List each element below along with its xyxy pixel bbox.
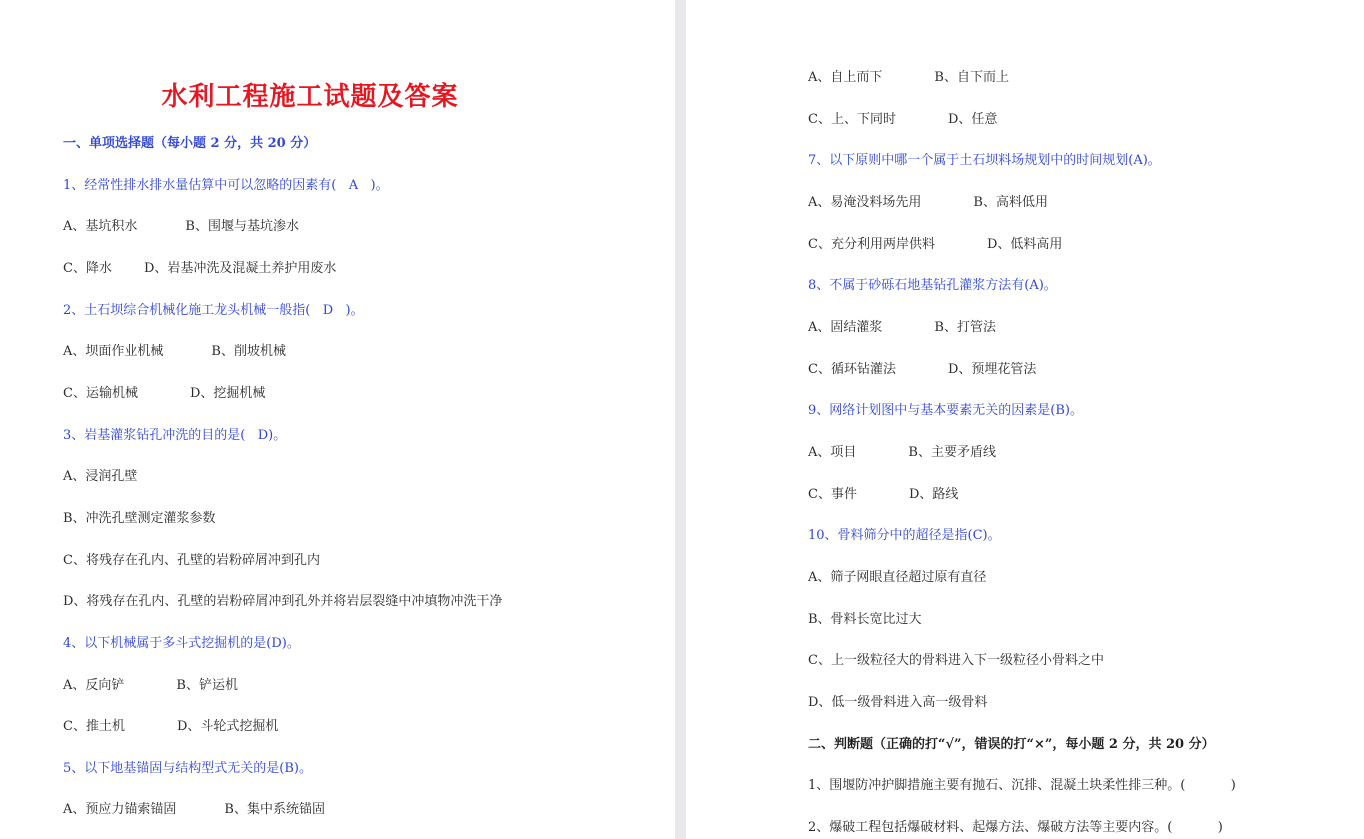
question-2: 2、土石坝综合机械化施工龙头机械一般指( D )。 [63, 303, 364, 318]
option-c: C、推土机 [63, 719, 125, 734]
option-a: A、坝面作业机械 [63, 344, 164, 359]
tf-question-1: 1、围堰防冲护脚措施主要有抛石、沉排、混凝土块柔性排三种。( ) [808, 778, 1236, 793]
question-4: 4、以下机械属于多斗式挖掘机的是(D)。 [63, 636, 300, 651]
option-d: D、岩基冲洗及混凝土养护用废水 [143, 261, 337, 276]
section-heading-single-choice: 一、单项选择题（每小题 2 分，共 20 分） [63, 136, 317, 151]
option-a: A、固结灌浆 [808, 320, 883, 335]
option-d: D、将残存在孔内、孔壁的岩粉碎屑冲到孔外并将岩层裂缝中冲填物冲洗干净 [63, 594, 503, 609]
option-c: C、将残存在孔内、孔壁的岩粉碎屑冲到孔内 [63, 553, 320, 568]
tf-question-2: 2、爆破工程包括爆破材料、起爆方法、爆破方法等主要内容。( ) [808, 820, 1223, 835]
option-a: A、预应力锚索锚固 [63, 802, 177, 817]
option-row [808, 361, 1036, 379]
option-c: C、降水 [63, 261, 112, 276]
page-divider [675, 0, 686, 839]
option-b: B、主要矛盾线 [908, 445, 996, 460]
option-a: A、自上而下 [808, 70, 883, 85]
option-b: B、冲洗孔壁测定灌浆参数 [63, 511, 216, 526]
question-7: 7、以下原则中哪一个属于土石坝料场规划中的时间规划(A)。 [808, 153, 1161, 168]
option-row [63, 218, 299, 236]
option-row [63, 385, 265, 403]
document-page-right [686, 0, 1364, 839]
option-row [63, 718, 278, 736]
option-c: C、事件 [808, 487, 857, 502]
option-d: D、预埋花管法 [947, 362, 1037, 377]
question-3: 3、岩基灌浆钻孔冲洗的目的是( D)。 [63, 428, 287, 443]
document-page-left [0, 0, 675, 839]
option-b: B、自下而上 [934, 70, 1009, 85]
option-b: B、集中系统锚固 [224, 802, 325, 817]
option-row [808, 111, 997, 129]
option-d: D、斗轮式挖掘机 [176, 719, 279, 734]
option-a: A、筛子网眼直径超过原有直径 [808, 570, 987, 585]
option-b: B、铲运机 [176, 678, 238, 693]
option-d: D、路线 [908, 487, 959, 502]
option-b: B、围堰与基坑渗水 [185, 219, 299, 234]
option-row [808, 236, 1062, 254]
question-5: 5、以下地基锚固与结构型式无关的是(B)。 [63, 761, 312, 776]
option-a: A、浸润孔壁 [63, 469, 138, 484]
option-row [808, 486, 958, 504]
option-b: B、削坡机械 [211, 344, 286, 359]
option-row [808, 69, 1009, 87]
option-b: B、打管法 [934, 320, 996, 335]
option-d: D、挖掘机械 [189, 386, 266, 401]
option-c: C、上一级粒径大的骨料进入下一级粒径小骨料之中 [808, 653, 1104, 668]
option-d: D、低料高用 [986, 237, 1063, 252]
option-row [63, 260, 336, 278]
option-c: C、上、下同时 [808, 112, 896, 127]
option-c: C、循环钻灌法 [808, 362, 896, 377]
option-row [808, 319, 996, 337]
option-d: D、低一级骨料进入高一级骨料 [808, 695, 988, 710]
option-b: B、骨料长宽比过大 [808, 612, 922, 627]
option-a: A、项目 [808, 445, 857, 460]
option-row [63, 677, 238, 695]
question-9: 9、网络计划图中与基本要素无关的因素是(B)。 [808, 403, 1083, 418]
option-a: A、反向铲 [63, 678, 125, 693]
option-d: D、任意 [947, 112, 998, 127]
option-row [63, 343, 286, 361]
option-c: C、运输机械 [63, 386, 138, 401]
option-row [808, 444, 996, 462]
option-c: C、充分利用两岸供料 [808, 237, 935, 252]
document-title: 水利工程施工试题及答案 [161, 82, 459, 112]
question-10: 10、骨料筛分中的超径是指(C)。 [808, 528, 1001, 543]
option-b: B、高料低用 [973, 195, 1048, 210]
option-row [808, 194, 1048, 212]
section-heading-true-false: 二、判断题（正确的打“√”，错误的打“×”，每小题 2 分，共 20 分） [808, 737, 1215, 752]
option-a: A、基坑积水 [63, 219, 138, 234]
question-8: 8、不属于砂砾石地基钻孔灌浆方法有(A)。 [808, 278, 1057, 293]
question-1: 1、经常性排水排水量估算中可以忽略的因素有( A )。 [63, 178, 389, 193]
option-row [63, 801, 325, 819]
option-a: A、易淹没料场先用 [808, 195, 922, 210]
